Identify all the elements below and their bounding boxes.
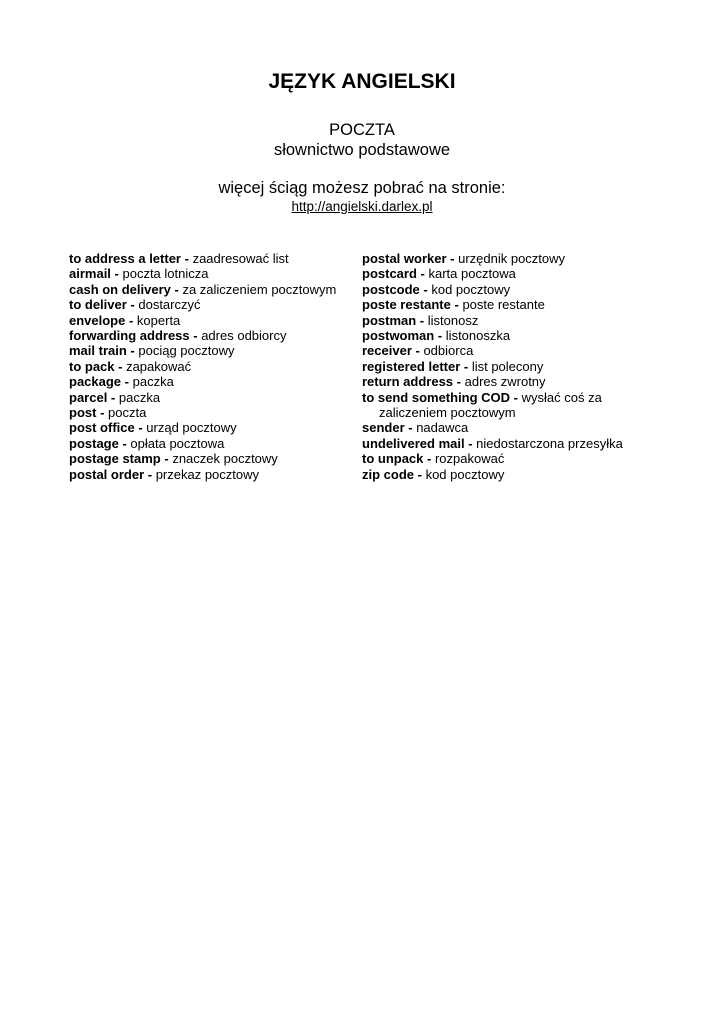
term-separator: - [419,281,432,297]
page-title: JĘZYK ANGIELSKI [268,70,456,93]
english-term: airmail [69,266,111,282]
vocab-entry [69,405,359,420]
english-term: to unpack [362,451,424,467]
subtitle-block [0,120,724,160]
term-separator: - [434,328,446,344]
website-link[interactable]: http://angielski.darlex.pl [291,199,433,214]
english-term: return address [362,374,454,390]
topic-title: POCZTA [329,121,395,139]
term-separator: - [121,374,133,390]
english-term: to pack [69,358,115,374]
english-term: poste restante [362,297,451,313]
polish-translation: poste restante [462,297,545,313]
vocabulary-right-column [362,251,662,482]
vocab-entry [69,282,359,297]
vocab-entry [362,282,662,297]
vocab-entry [362,467,662,482]
english-term: postcard [362,266,417,282]
vocab-entry [362,374,662,389]
english-term: parcel [69,389,108,405]
english-term: envelope [69,312,126,328]
vocab-entry [69,313,359,328]
english-term: postage [69,435,119,451]
term-separator: - [510,389,522,405]
term-separator: - [126,343,139,359]
polish-translation: poczta lotnicza [122,266,209,282]
polish-translation: adres odbiorcy [201,328,287,344]
english-term: cash on delivery [69,281,171,297]
polish-translation: przekaz pocztowy [155,466,260,482]
english-term: mail train [69,343,127,359]
polish-translation: urzędnik pocztowy [458,251,566,266]
vocab-entry [69,343,359,358]
term-separator: - [411,343,424,359]
english-term: postage stamp [69,451,161,467]
english-term: post office [69,420,135,436]
vocab-entry [69,359,359,374]
vocab-entry [69,328,359,343]
polish-translation: koperta [136,312,181,328]
polish-translation: list polecony [471,358,544,374]
polish-translation: kod pocztowy [425,466,505,482]
term-separator: - [126,297,139,313]
term-separator: - [416,266,429,282]
polish-translation-continued: zaliczeniem pocztowym [379,405,516,421]
download-block [0,178,724,216]
polish-translation: urząd pocztowy [146,420,237,436]
topic-subtitle: słownictwo podstawowe [273,141,451,159]
english-term: receiver [362,343,412,359]
vocab-entry [362,328,662,343]
english-term: registered letter [362,358,461,374]
term-separator: - [114,358,127,374]
vocab-entry [362,266,662,281]
english-term: postal worker [362,251,447,266]
english-term: to deliver [69,297,127,313]
polish-translation: zapakować [126,358,192,374]
polish-translation: adres zwrotny [464,374,546,390]
polish-translation: znaczek pocztowy [172,451,278,467]
term-separator: - [423,451,435,467]
term-separator: - [125,312,137,328]
term-separator: - [144,466,156,482]
vocabulary-left-column [69,251,359,482]
vocab-entry [69,374,359,389]
english-term: package [69,374,122,390]
term-separator: - [414,466,426,482]
vocab-entry [69,467,359,482]
vocab-entry [362,420,662,435]
vocab-entry [362,359,662,374]
term-separator: - [189,328,202,344]
english-term: sender [362,420,405,436]
polish-translation: wysłać coś za [521,389,602,405]
term-separator: - [416,312,428,328]
english-term: to address a letter [69,251,181,266]
english-term: postcode [362,281,420,297]
term-separator: - [446,251,459,266]
polish-translation: kod pocztowy [431,281,511,297]
vocab-entry [362,390,662,421]
vocab-entry [362,251,662,266]
polish-translation: pociąg pocztowy [138,343,235,359]
polish-translation: paczka [118,389,161,405]
term-separator: - [160,451,173,467]
term-separator: - [110,266,123,282]
download-text: więcej ściąg możesz pobrać na stronie: [218,179,506,197]
polish-translation: zaadresować list [192,251,289,266]
term-separator: - [181,251,193,266]
english-term: postman [362,312,417,328]
term-separator: - [404,420,417,436]
polish-translation: listonoszka [445,328,511,344]
vocab-entry [69,251,359,266]
vocab-entry [69,451,359,466]
term-separator: - [464,435,477,451]
term-separator: - [96,405,109,421]
term-separator: - [118,435,131,451]
polish-translation: nadawca [416,420,469,436]
english-term: forwarding address [69,328,190,344]
polish-translation: odbiorca [423,343,474,359]
vocab-entry [69,297,359,312]
term-separator: - [450,297,463,313]
english-term: postal order [69,466,145,482]
english-term: to send something COD [362,389,511,405]
polish-translation: karta pocztowa [428,266,516,282]
vocab-entry [362,297,662,312]
vocab-entry [69,436,359,451]
term-separator: - [460,358,472,374]
polish-translation: rozpakować [434,451,505,467]
vocab-entry [362,451,662,466]
term-separator: - [107,389,119,405]
polish-translation: paczka [132,374,174,390]
vocab-entry [362,343,662,358]
polish-translation: dostarczyć [138,297,201,313]
vocab-entry [69,266,359,281]
vocab-entry [69,390,359,405]
polish-translation: niedostarczona przesyłka [476,435,623,451]
polish-translation: opłata pocztowa [130,435,225,451]
polish-translation: za zaliczeniem pocztowym [182,281,337,297]
english-term: undelivered mail [362,435,465,451]
vocab-entry [362,436,662,451]
term-separator: - [170,281,183,297]
vocab-entry [362,313,662,328]
english-term: postwoman [362,328,435,344]
polish-translation: listonosz [427,312,479,328]
english-term: zip code [362,466,415,482]
vocab-entry [69,420,359,435]
english-term: post [69,405,97,421]
polish-translation: poczta [108,405,147,421]
term-separator: - [453,374,465,390]
term-separator: - [134,420,147,436]
